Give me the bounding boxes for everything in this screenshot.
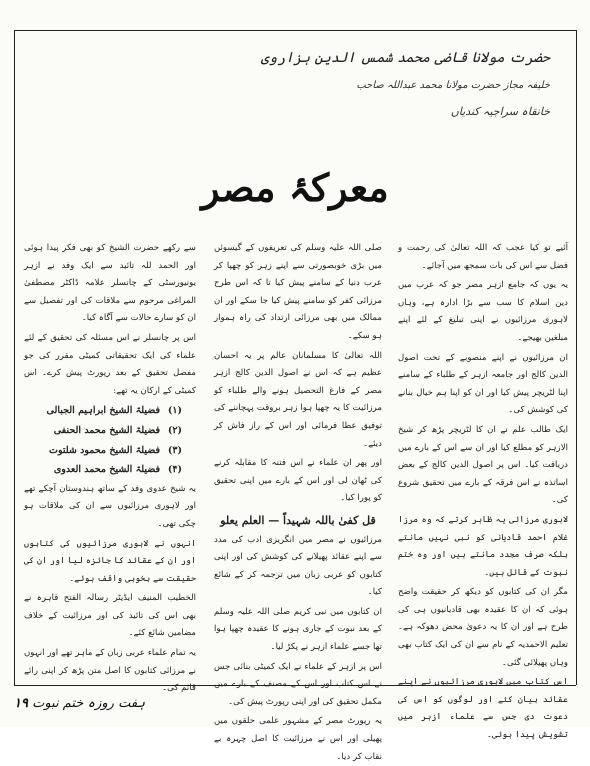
page-number: ۱۹	[14, 696, 28, 711]
list-item	[24, 461, 196, 479]
paragraph: اللہ تعالیٰ کا مسلمانان عالم پر یہ احسان عظیم ہے کہ اس نے اصول الدین کالج ازہر مصر کے فارغ التحصیل ہونے والے طلباء کو مرزائیت کا یہ چھپا ہوا زہر بروقت پہچاننے کی توفیق عطا فرمائی اور اس کے راز فاش کر دیئے۔	[214, 350, 382, 449]
author-khanqah: خانقاہ سراجیہ کندیاں	[450, 105, 550, 118]
paragraph: اس پر ازہر کے علماء نے ایک کمیٹی بنائی جس نے اس کتاب اور اس کے مصنف کے بارے میں مکمل تحقیق کی اور اپنی رپورٹ پیش کی۔	[214, 661, 382, 707]
member-name: فضیلۃ الشیخ محمد العدوی	[53, 464, 160, 476]
paragraph: انہوں نے لاہوری مرزائیوں کی کتابوں اور ان کے عقائد کا جائزہ لیا اور ان کی حقیقت سے بخوبی واقف ہوئے۔	[24, 538, 196, 584]
list-item	[24, 442, 196, 460]
paragraph: سے رکھے حضرت الشیخ کو بھی فکر پیدا ہوئی اور الحمد للہ تائید سے ایک وفد نے ازہر یونیورسٹی کے چانسلر علامہ ڈاکٹر مصطفیٰ المراغی مرحوم سے ملاقات کی اور تفصیل سے ان کو سارے حالات سے آگاہ کیا۔	[24, 243, 196, 324]
article-title: معرکۂ مصر	[201, 165, 389, 210]
page-footer	[8, 696, 145, 711]
paragraph: ان کتابوں میں نبی کریم صلی اللہ علیہ وسلم کے بعد نبوت کے جاری ہونے کا عقیدہ چھپا ہوا تھا جسے علماء ازہر نے پکڑ لیا۔	[214, 606, 382, 653]
author-name: حضرت مولانا قاضی محمد شمس الدین ہزاروی	[260, 50, 550, 66]
list-number: (۴)	[167, 464, 182, 476]
paragraph: اس پر چانسلر نے اس مسئلہ کی تحقیق کے لئے علماء کی ایک تحقیقاتی کمیٹی مقرر کی جو مفصل تحقیق کے بعد رپورٹ پیش کرے۔ اس کمیٹی کے ارکان یہ تھے:	[24, 332, 196, 396]
paragraph: مرزائیوں نے مصر میں انگریزی ادب کی مدد سے اپنے عقائد پھیلانے کی کوشش کی اور اپنی کتابوں کو عربی زبان میں ترجمہ کر کے شائع کیا۔	[214, 534, 382, 598]
frame-left-border	[14, 30, 15, 685]
author-khalifa: خلیفہ مجاز حضرت مولانا محمد عبداللہ صاحب	[356, 80, 550, 91]
paragraph: صلی اللہ علیہ وسلم کی تعریفوں کے گیسوئں میں بڑی خوبصورتی سے اپنے زہر کو چھپا کر عرب دنیا کے سامنے پیش کیا تا کہ اس طرح مرزائی کفر کو سامنے پیش کیا جا سکے اور ان ممالک میں بھی مرزائی ارتداد کی راہ ہموار ہو سکے۔	[214, 243, 382, 341]
list-item	[24, 402, 196, 420]
paragraph: یہ تمام علماء عربی زبان کے ماہر تھے اور انہوں نے مرزائی کتابوں کا اصل متن پڑھ کر اپنی رائے قائم کی۔	[24, 648, 196, 694]
list-number: (۱)	[167, 405, 182, 417]
paragraph: اور پھر ان علماء نے اس فتنہ کا مقابلہ کرنے کی ٹھان لی اور اس کے بارے میں اپنی تحقیق کو پورا کیا۔	[214, 458, 382, 504]
frame-right-border	[576, 30, 577, 685]
publication-name: ہفت روزہ ختم نبوت	[32, 696, 146, 711]
list-number: (۲)	[167, 424, 182, 436]
paragraph: لاہوری مرزائی یہ ظاہر کرتے کہ وہ مرزا غلام احمد قادیانی کو نبی نہیں مانتے بلکہ صرف مجدد مانتے ہیں اور وہ ختم نبوت کے قائل ہیں۔	[398, 514, 568, 578]
paragraph: آئیے تو کیا عجب کہ اللہ تعالیٰ کی رحمت و فضل سے اس کی بات سمجھ میں آجائے۔	[398, 243, 568, 271]
paragraph: مگر ان کی کتابوں کو دیکھ کر حقیقت واضح ہوئی کہ ان کا عقیدہ بھی قادیانیوں ہی کی طرح ہے اور ان کا یہ دعویٰ محض دھوکہ ہے۔ تعلیم الاحمدیہ کے نام سے ان کی ایک کتاب بھی وہاں پھیلائی گئی۔	[398, 587, 568, 668]
column-1	[398, 240, 568, 741]
member-name: فضیلۃ الشیخ محمد الحنفی	[53, 424, 160, 436]
paragraph: یہ شیخ عدوی وفد کے ساتھ ہندوستان آچکے تھے اور لاہوری مرزائیوں سے ان کی ملاقات ہو چکی تھی۔	[24, 483, 196, 529]
section-subheading: قل کفیٰ باللہ شہیداً — العلم یعلو	[220, 513, 376, 527]
member-name: فضیلۃ الشیخ محمود شلتوت	[49, 444, 160, 456]
list-number: (۳)	[167, 444, 182, 456]
column-3	[24, 240, 196, 694]
column-2	[214, 240, 382, 762]
frame-top-border	[14, 30, 576, 31]
paragraph: الخطیب المنیف ایڈیٹر رسالہ الفتح قاہرہ نے بھی اس کی تائید کی اور مرزائیت کے خلاف مضامین شائع کئے۔	[24, 593, 196, 639]
paragraph: ایک طالب علم نے ان کا لٹریچر پڑھ کر شیخ الازہر کو مطلع کیا اور ان سے اس کے بارے میں دریافت کیا۔ اس پر اصول الدین کالج کے بعض اساتذہ نے اس فرقہ کے بارے میں تحقیق شروع کی۔	[398, 424, 568, 506]
member-name: فضیلۃ الشیخ ابراہیم الجبالی	[46, 405, 160, 417]
committee-members-list	[24, 402, 196, 478]
paragraph: اس کتاب میں لاہوری مرزائیوں نے اپنے عقائد بیان کئے اور لوگوں کو اس کی دعوت دی جس سے علماء ازہر میں تشویش پیدا ہوئی۔	[398, 677, 568, 741]
list-item	[24, 422, 196, 440]
byline	[220, 50, 550, 118]
paragraph: یہ رپورٹ مصر کے مشہور علمی حلقوں میں پھیلی اور اس نے مرزائیت کا اصل چہرہ بے نقاب کر دیا۔	[214, 716, 382, 762]
paragraph: ان مرزائیوں نے اپنے منصوبے کے تحت اصول الدین کالج اور جامعہ ازہر کے طلباء کے سامنے اپنا لٹریچر پیش کیا اور ان کو اپنا ہم خیال بنانے کی کوشش کی۔	[398, 352, 568, 416]
paragraph: یہ یوں کہ جامع ازہر مصر جو کہ عرب میں دین اسلام کا سب سے بڑا ادارہ ہے، وہاں لاہوری مرزائیوں نے اپنی تبلیغ کے لئے اپنے مبلغین بھیجے۔	[398, 280, 568, 343]
